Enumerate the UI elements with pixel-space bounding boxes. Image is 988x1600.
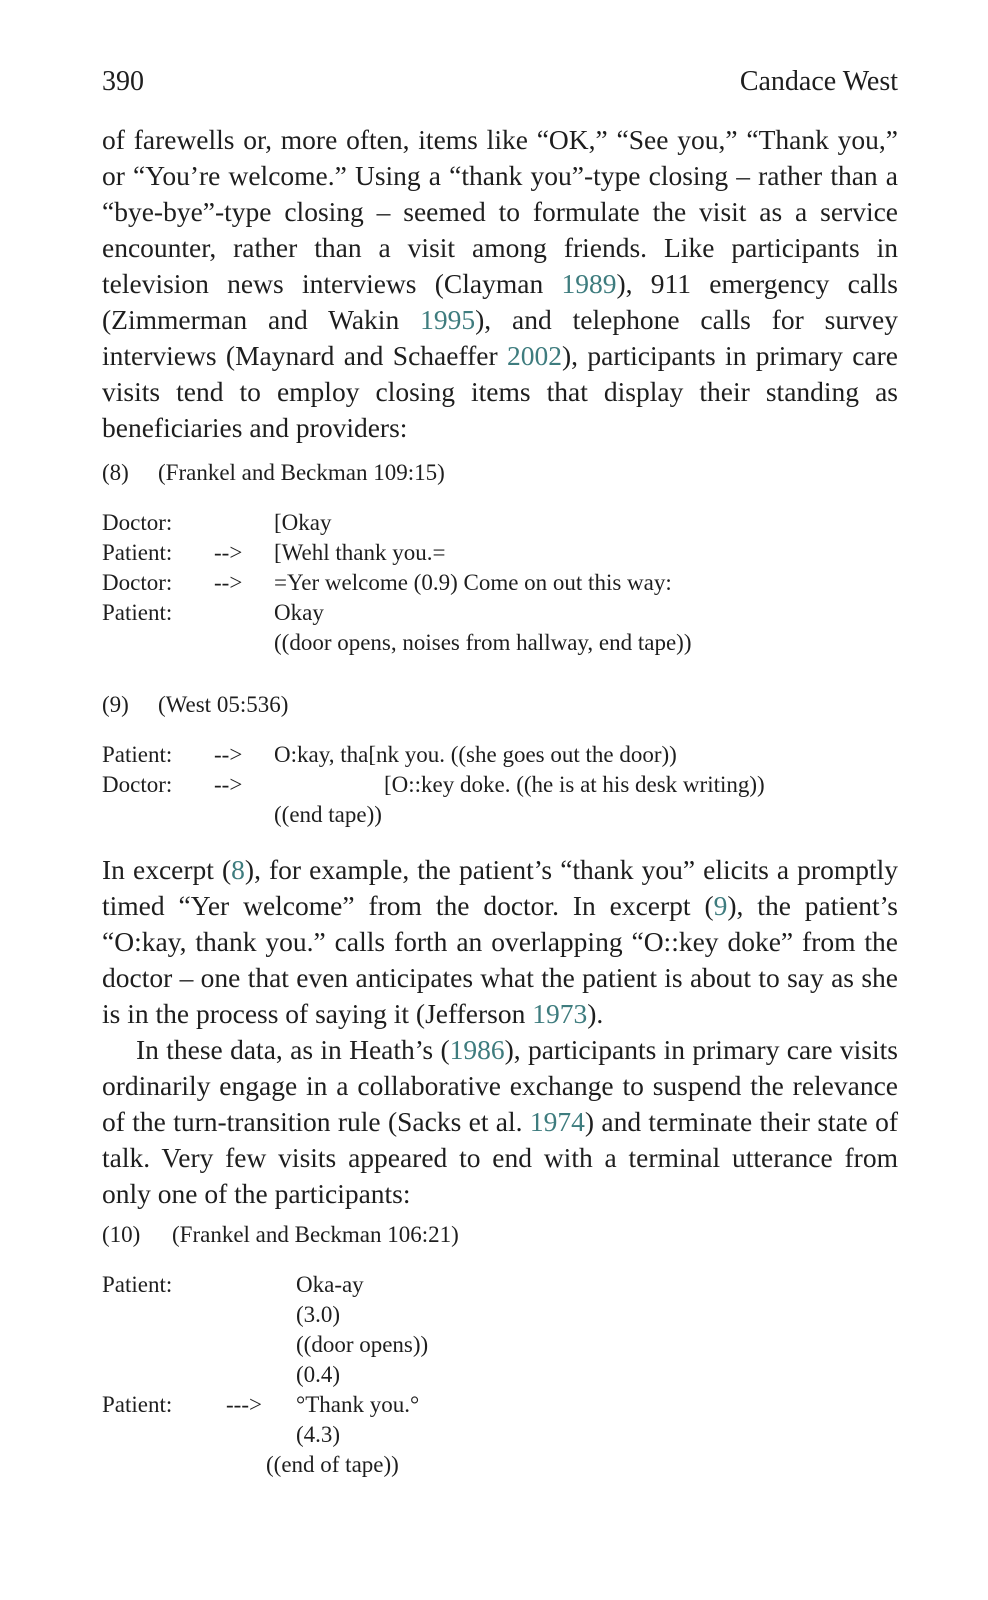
page-number: 390	[102, 66, 144, 97]
transcript-line: ((end tape))	[274, 802, 382, 827]
excerpt-link[interactable]: 9	[713, 890, 728, 921]
text-run: ), 911 emergency calls (Zimmerman and Wakin	[102, 268, 899, 335]
speaker-label: Doctor:	[102, 510, 173, 535]
text-run: ).	[587, 998, 604, 1029]
transcript-line: [O::key doke. ((he is at his desk writing))	[384, 772, 765, 797]
speaker-label: Patient:	[102, 540, 173, 565]
citation-link[interactable]: 1974	[529, 1106, 585, 1137]
citation-link[interactable]: 1995	[420, 304, 476, 335]
transcript-line: [Okay	[274, 510, 332, 535]
page-header	[102, 64, 898, 100]
text-run: ), for example, the patient’s “thank you” elicits a promptly timed “Yer welcome” from the doctor. In excerpt (	[102, 854, 898, 921]
excerpt-link[interactable]: 8	[231, 854, 245, 885]
transcript-line: Oka-ay	[296, 1272, 364, 1297]
running-head: Candace West	[739, 66, 898, 97]
arrow-marker: -->	[214, 570, 243, 595]
example-9-heading	[102, 690, 288, 720]
arrow-marker: -->	[214, 742, 243, 767]
citation-link[interactable]: 1973	[532, 998, 588, 1029]
transcript-line: (0.4)	[296, 1362, 341, 1387]
text-run: ), and telephone calls for survey interviews (Maynard and Schaeffer	[102, 304, 898, 371]
speaker-label: Doctor:	[102, 772, 173, 797]
text-run: In these data, as in Heath’s (	[136, 1034, 450, 1065]
arrow-marker: --->	[226, 1392, 262, 1417]
example-number: (8)	[102, 460, 129, 485]
transcript-line: Okay	[274, 600, 324, 625]
transcript-line: ((door opens))	[296, 1332, 429, 1357]
transcript-line: ((end of tape))	[266, 1452, 399, 1477]
speaker-label: Patient:	[102, 1272, 173, 1297]
example-source: (Frankel and Beckman 109:15)	[158, 460, 445, 485]
example-source: (Frankel and Beckman 106:21)	[172, 1222, 459, 1247]
example-10-heading	[102, 1220, 459, 1250]
transcript-line: (3.0)	[296, 1302, 341, 1327]
text-run: ) and terminate their state of talk. Very few visits appeared to end with a terminal utterance from only one of the participants:	[102, 1106, 898, 1209]
example-8-heading	[102, 458, 445, 488]
text-run: ), the patient’s “O:kay, thank you.” calls forth an overlapping “O::key doke” from the doctor – one that even anticipates what the patient is about to say as she is in the process of saying it (Jefferson	[102, 890, 898, 1029]
transcript-line: °Thank you.°	[296, 1392, 420, 1417]
speaker-label: Patient:	[102, 600, 173, 625]
speaker-label: Doctor:	[102, 570, 173, 595]
speaker-label: Patient:	[102, 1392, 173, 1417]
example-number: (9)	[102, 692, 129, 717]
example-number: (10)	[102, 1222, 141, 1247]
transcript-line: [Wehl thank you.=	[274, 540, 446, 565]
paragraph-1	[102, 122, 898, 446]
text-run: ), participants in primary care visits ordinarily engage in a collaborative exchange to suspend the relevance of the turn-transition rule (Sacks et al.	[102, 1034, 898, 1137]
text-run: In excerpt (	[102, 854, 232, 885]
paragraph-2	[102, 852, 898, 1212]
transcript-line: ((door opens, noises from hallway, end tape))	[274, 630, 692, 655]
text-run: of farewells or, more often, items like “OK,” “See you,” “Thank you,” or “You’re welcome.” Using a “thank you”-type closing – rather than a “bye-bye”-type closing – seemed to formulate the visit as a service encounter, rather than a visit among friends. Like participants in television news interviews (Clayman	[102, 124, 898, 299]
arrow-marker: -->	[214, 540, 243, 565]
arrow-marker: -->	[214, 772, 243, 797]
transcript-line: =Yer welcome (0.9) Come on out this way:	[274, 570, 672, 595]
speaker-label: Patient:	[102, 742, 173, 767]
citation-link[interactable]: 1986	[449, 1034, 505, 1065]
text-run: ), participants in primary care visits tend to employ closing items that display their standing as beneficiaries and providers:	[102, 340, 898, 443]
citation-link[interactable]: 1989	[561, 268, 617, 299]
citation-link[interactable]: 2002	[507, 340, 562, 371]
transcript-line: O:kay, tha[nk you. ((she goes out the door))	[274, 742, 677, 767]
transcript-line: (4.3)	[296, 1422, 341, 1447]
example-source: (West 05:536)	[158, 692, 289, 717]
